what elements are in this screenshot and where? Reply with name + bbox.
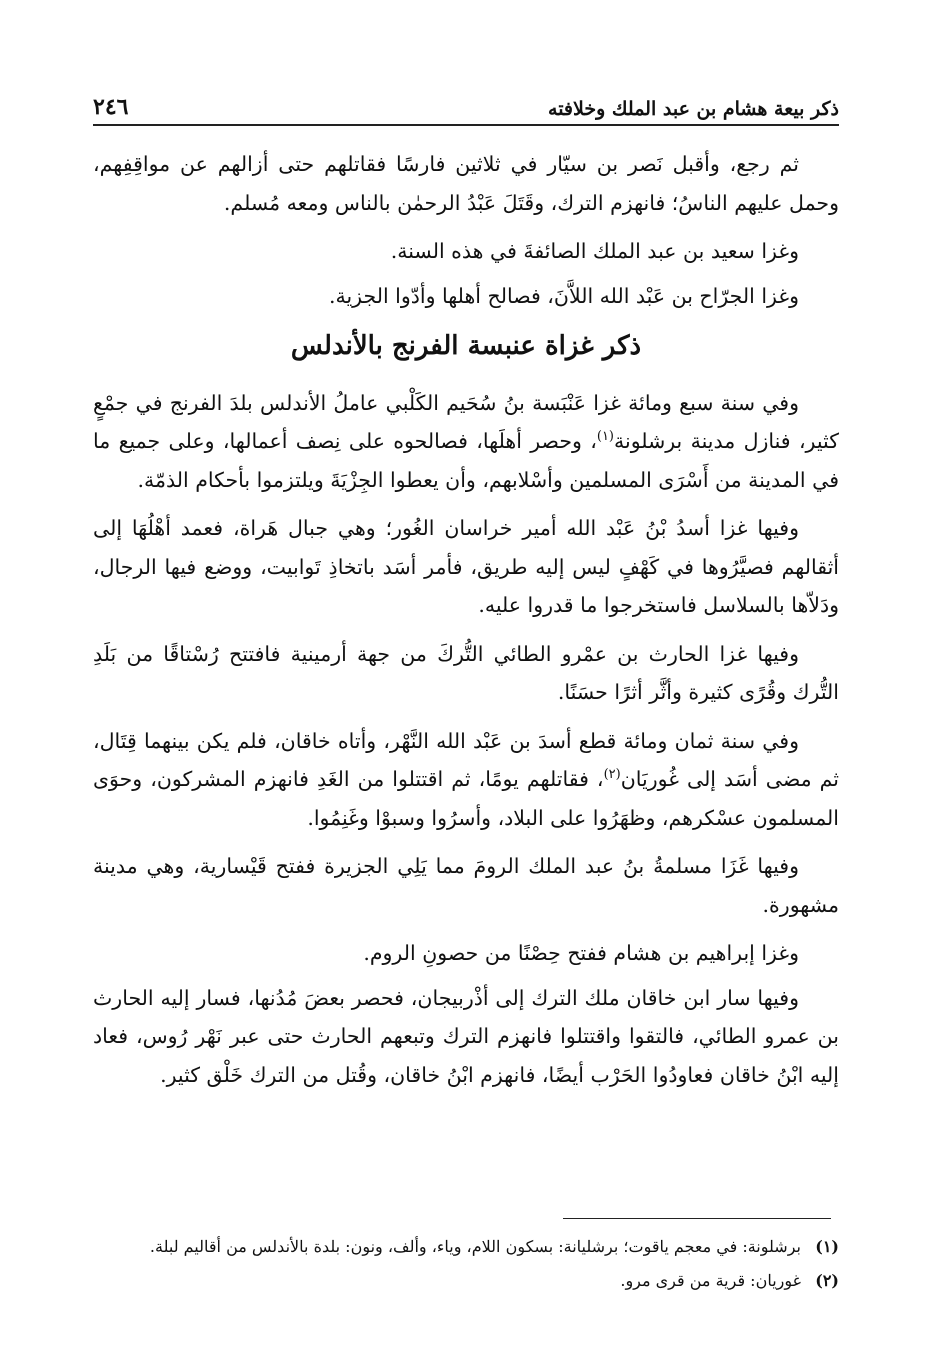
footnote-text: برشلونة: في معجم ياقوت؛ برشليانة: بسكون اللام، وياء، وألف، ونون: بلدة بالأندلس من أقاليم لبلة.: [149, 1237, 801, 1256]
paragraph-7-part-2: ، فقاتلهم يومًا، ثم اقتتلوا من الغَدِ فانهزم المشركون، وحوَى المسلمون عسْكرهم، وظهَرُوا على البلاد، وأسرُوا وسبوْا وغَنِمُوا.: [93, 767, 839, 830]
paragraph-9: وغزا إبراهيم بن هشام ففتح حِصْنًا من حصونِ الروم.: [363, 941, 799, 965]
paragraph-2: وغزا سعيد بن عبد الملك الصائفةَ في هذه السنة.: [390, 239, 799, 263]
paragraph-8: وفيها غَزَا مسلمةُ بنُ عبد الملك الرومَ مما يَلِي الجزيرة ففتح قَيْسارية، وهي مدينة مشهورة.: [93, 854, 839, 917]
footnote-2: [93, 1266, 839, 1296]
paragraph-3: وغزا الجرّاح بن عَبْد الله اللاَّنَ، فصالح أهلها وأدّوا الجزية.: [328, 283, 799, 308]
paragraph-4-part-2: ، وحصر أهلَها، فصالحوه على نِصف أعمالها، وعلى جميع ما في المدينة من أَسْرَى المسلمين وأسْلابهم، وأن يعطوا الجِزْيَةَ ويلتزموا بأحكام الذمّة.: [93, 429, 839, 492]
footnote-number: (١): [815, 1237, 839, 1256]
paragraph-1: ثم رجع، وأقبل نَصر بن سيّار في ثلاثين فارسًا فقاتلهم حتى أزالهم عن مواقِفِهم، وحمل عليهم الناسُ؛ فانهزم الترك، وقَتَلَ عَبْدُ الرحمٰن بالناس ومعه مُسلم.: [93, 152, 839, 215]
paragraph-6: وفيها غزا الحارث بن عمْرو الطائي التُّركَ من جهة أرمينية فافتتح رُسْتاقًا من بَلَدِ التُّرك وقُرًى كثيرة وأثَّر أثرًا حسَنًا.: [93, 641, 839, 704]
running-title: ذكر بيعة هشام بن عبد الملك وخلافته: [548, 98, 839, 120]
paragraph-5: وفيها غزا أسدُ بْنُ عَبْد الله أمير خراسان الغُور؛ وهي جبال هَراة، فعمد أهْلُهَا إلى أثقالهم فصيَّرُوها في كَهْفٍ ليس إليه طريق، فأمر أسَد باتخاذِ تَوابيت، ووضع فيها الرجال، ودَلاّها بالسلاسل فاستخرجوا ما قدروا عليه.: [93, 516, 839, 617]
footnote-ref-1: (١): [596, 429, 614, 445]
footnotes: [93, 1232, 839, 1300]
paragraph-4-part-1: وفي سنة سبع ومائة غزا عَنْبَسة بنُ سُحَيم الكَلْبي عاملُ الأندلس بلدَ الفرنج في جمْعٍ كثير، فنازل مدينة برشلونة: [93, 390, 840, 453]
section-heading: ذكر غزاة عنبسة الفرنج بالأندلس: [290, 331, 642, 361]
paragraph-10: وفيها سار ابن خاقان ملك الترك إلى أذْربيجان، فحصر بعضَ مُدُنها، فسار إليه الحارث بن عمرو الطائي، فالتقوا واقتتلوا فانهزم الترك وتبعهم الحارث حتى عبر نَهْر رُوس، فعاد إليه ابْنُ خاقان فعاودُوا الحَرْب أيضًا، فانهزم ابْنُ خاقان، وقُتل من الترك خَلْق كثير.: [93, 985, 839, 1087]
paragraph-7: [93, 722, 839, 838]
paragraph-7-part-1: وفي سنة ثمان ومائة قطع أسدَ بن عَبْد الله النَّهْر، وأتاه خاقان، فلم يكن بينهما قِتَال، ثم مضى أسَد إلى غُوريَان: [93, 728, 839, 791]
page-body: [93, 145, 839, 1104]
footnote-divider: [563, 1218, 831, 1219]
paragraph-4: [93, 384, 839, 500]
footnote-number: (٢): [815, 1271, 839, 1290]
footnote-ref-2: (٢): [603, 767, 621, 783]
footnote-1: [93, 1232, 839, 1262]
footnote-text: غوريان: قرية من قرى مرو.: [620, 1271, 801, 1290]
page-number: ٢٤٦: [93, 94, 129, 120]
page-header: [93, 86, 839, 126]
